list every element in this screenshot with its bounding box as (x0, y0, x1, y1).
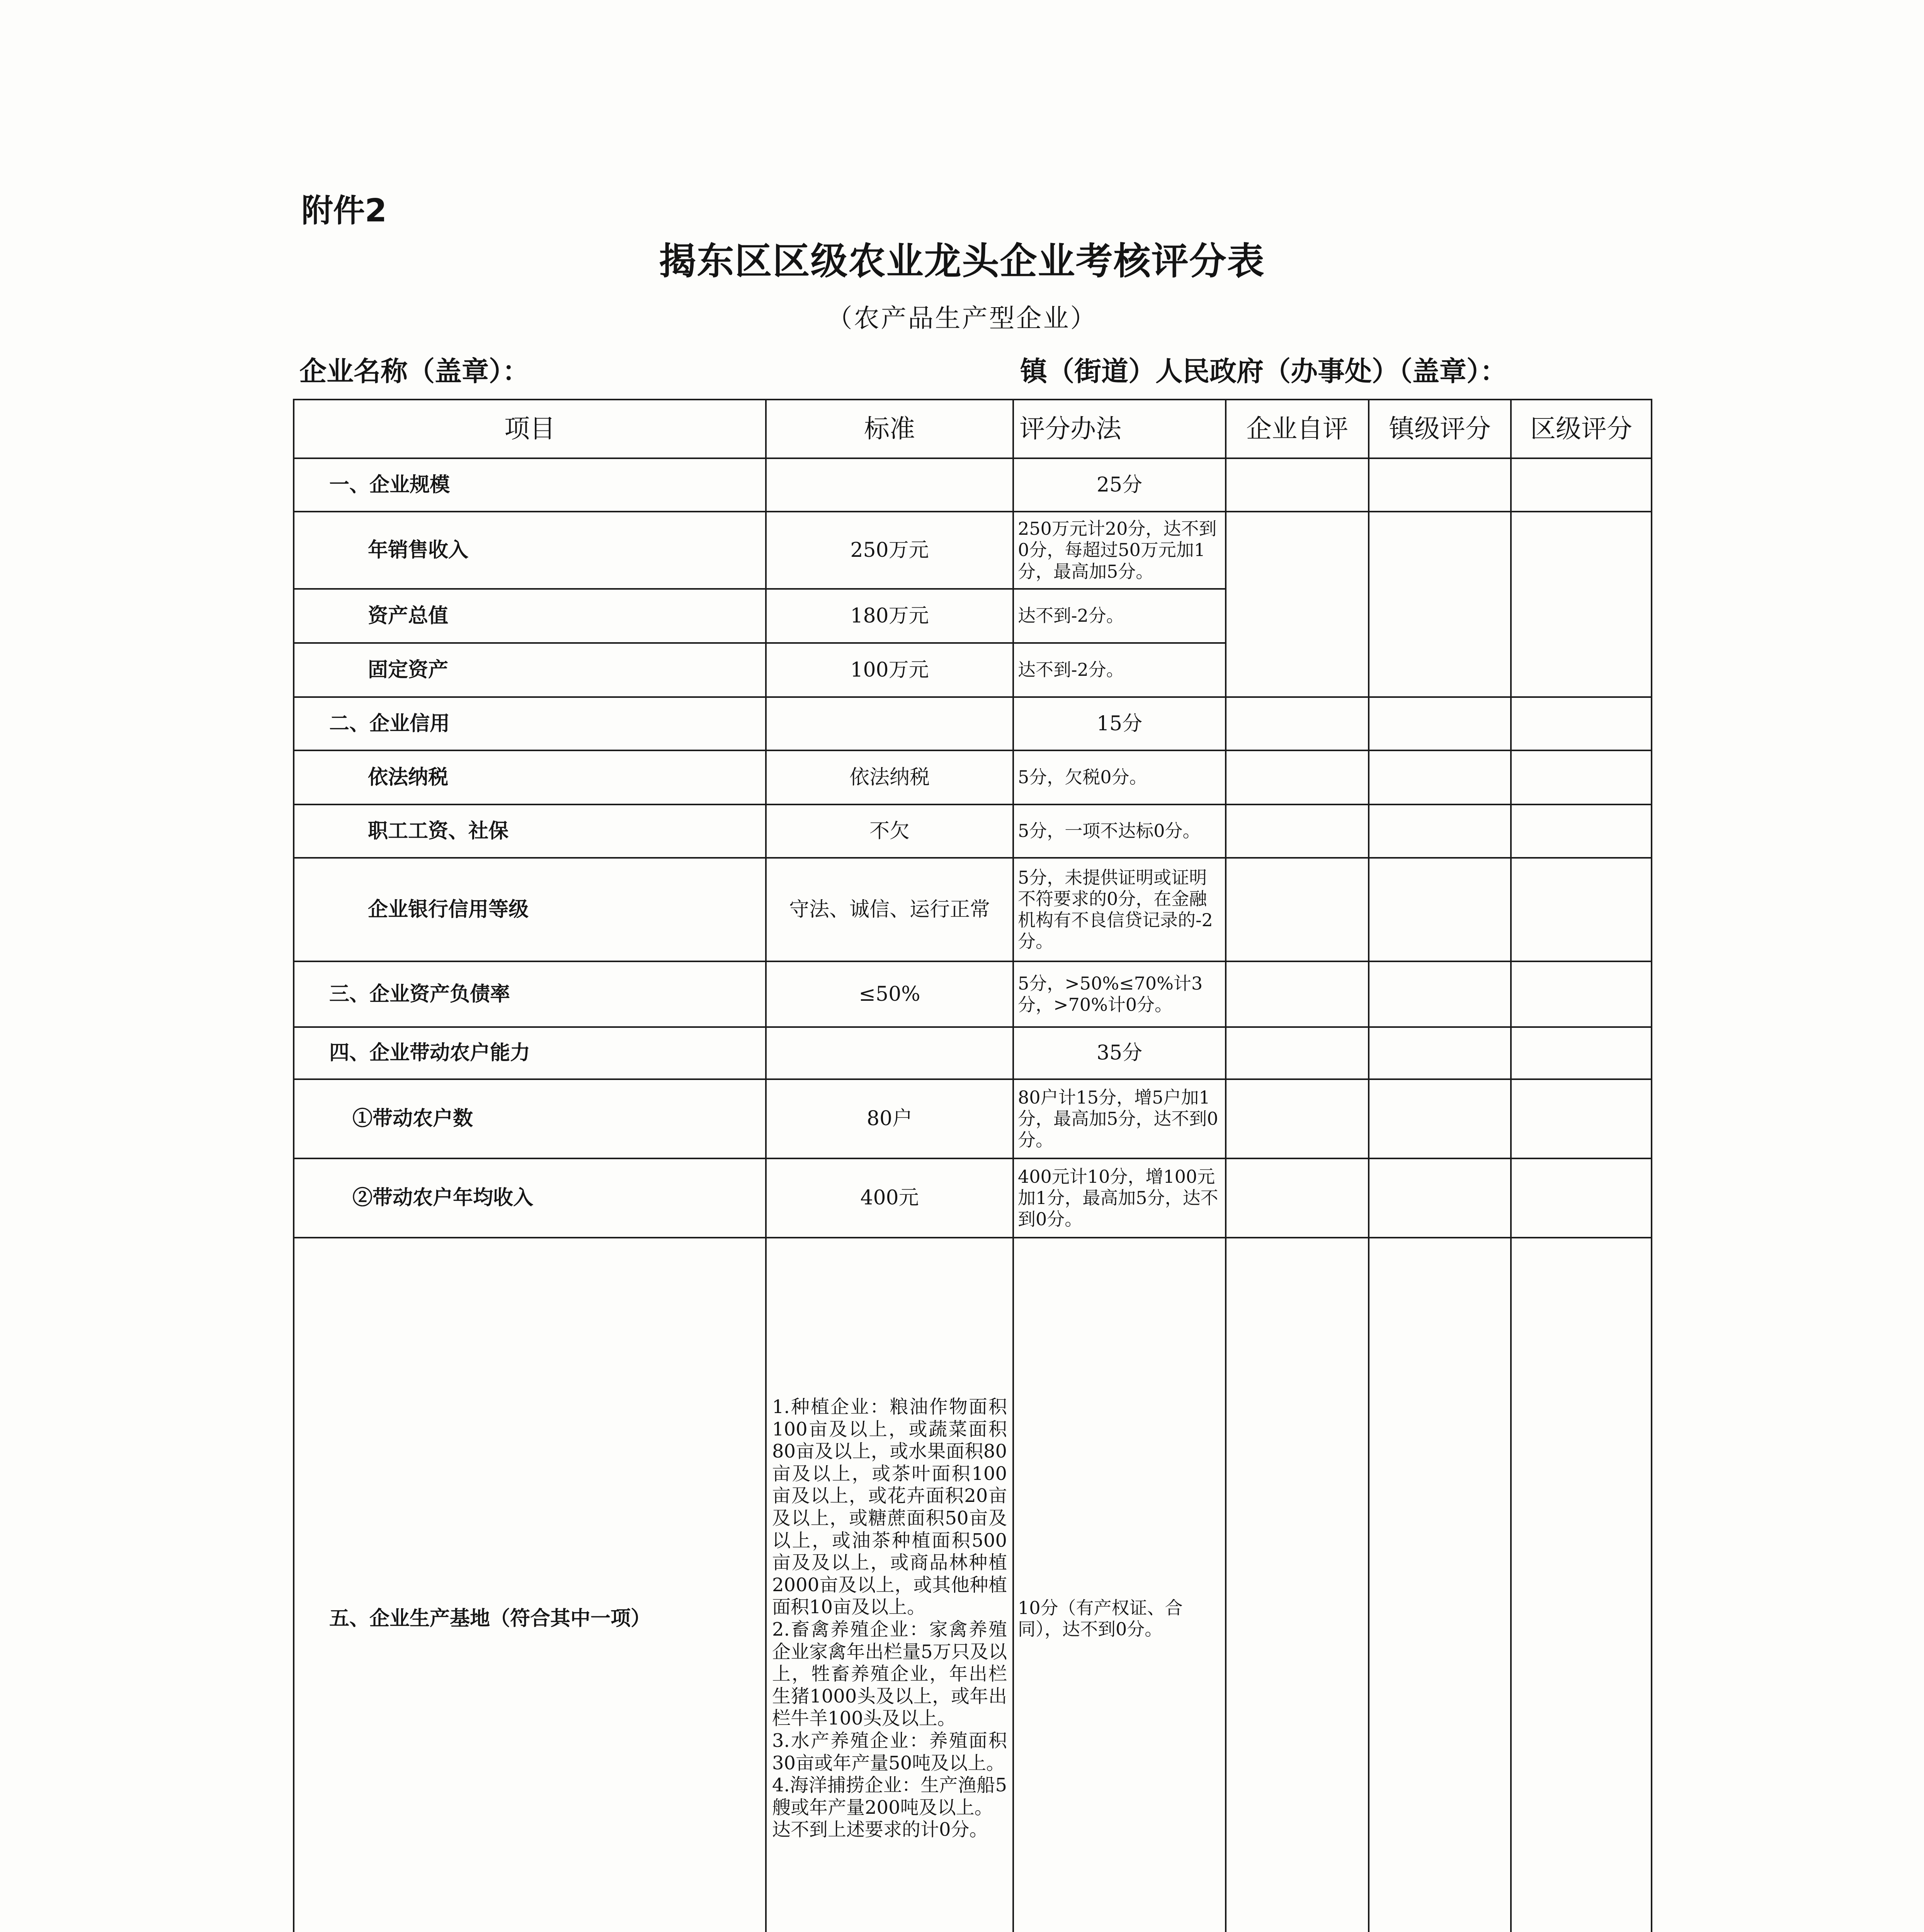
self-score-cell (1226, 961, 1369, 1027)
town-score-cell (1369, 458, 1511, 512)
section-title: 一、企业规模 (294, 458, 766, 512)
town-score-cell (1369, 1158, 1511, 1238)
table-row (294, 750, 1652, 804)
district-score-cell (1511, 1158, 1652, 1238)
method-cell: 250万元计20分，达不到0分，每超过50万元加1分，最高加5分。 (1013, 512, 1226, 589)
self-score-cell (1226, 1158, 1369, 1238)
self-score-cell (1226, 750, 1369, 804)
town-score-cell (1369, 804, 1511, 858)
item-name: ①带动农户数 (294, 1079, 766, 1158)
item-name: 依法纳税 (294, 750, 766, 804)
standard-cell (766, 1027, 1013, 1079)
section-score: 35分 (1013, 1027, 1226, 1079)
standard-cell: 守法、诚信、运行正常 (766, 858, 1013, 961)
company-name-label: 企业名称（盖章）： (299, 355, 529, 387)
standard-cell: 100万元 (766, 643, 1013, 697)
page-subtitle: （农产品生产型企业） (827, 303, 1097, 333)
attachment-label: 附件2 (301, 192, 387, 229)
page-title: 揭东区区级农业龙头企业考核评分表 (659, 239, 1265, 283)
table-row (294, 858, 1652, 961)
self-score-cell (1226, 804, 1369, 858)
method-cell: 5分，一项不达标0分。 (1013, 804, 1226, 858)
self-score-cell (1226, 697, 1369, 750)
district-score-cell (1511, 458, 1652, 512)
town-government-label: 镇（街道）人民政府（办事处）（盖章）： (1020, 355, 1507, 387)
column-header-method: 评分办法 (1013, 400, 1226, 458)
section-title: 二、企业信用 (294, 697, 766, 750)
district-score-cell (1511, 858, 1652, 961)
column-header-self-assessment: 企业自评 (1226, 400, 1369, 458)
method-cell: 10分（有产权证、合同），达不到0分。 (1013, 1238, 1226, 1932)
table-header-row (294, 400, 1652, 458)
table-row (294, 458, 1652, 512)
district-score-cell (1511, 697, 1652, 750)
item-name: 年销售收入 (294, 512, 766, 589)
scoring-table (293, 399, 1652, 1932)
town-score-cell (1369, 512, 1511, 697)
self-score-cell (1226, 458, 1369, 512)
section-score: 25分 (1013, 458, 1226, 512)
item-name: ②带动农户年均收入 (294, 1158, 766, 1238)
town-score-cell (1369, 697, 1511, 750)
table-row (294, 1158, 1652, 1238)
town-score-cell (1369, 1238, 1511, 1932)
district-score-cell (1511, 512, 1652, 697)
self-score-cell (1226, 1027, 1369, 1079)
item-name: 固定资产 (294, 643, 766, 697)
method-cell: 5分，未提供证明或证明不符要求的0分，在金融机构有不良信贷记录的-2分。 (1013, 858, 1226, 961)
table-row (294, 1079, 1652, 1158)
standard-cell (766, 697, 1013, 750)
district-score-cell (1511, 961, 1652, 1027)
standard-cell: ≤50% (766, 961, 1013, 1027)
district-score-cell (1511, 1027, 1652, 1079)
table-row (294, 512, 1652, 589)
town-score-cell (1369, 858, 1511, 961)
standard-cell: 依法纳税 (766, 750, 1013, 804)
table-row (294, 697, 1652, 750)
self-score-cell (1226, 1238, 1369, 1932)
town-score-cell (1369, 1079, 1511, 1158)
standard-cell: 不欠 (766, 804, 1013, 858)
district-score-cell (1511, 804, 1652, 858)
column-header-town-score: 镇级评分 (1369, 400, 1511, 458)
town-score-cell (1369, 750, 1511, 804)
table-row (294, 961, 1652, 1027)
section-title: 三、企业资产负债率 (294, 961, 766, 1027)
column-header-district-score: 区级评分 (1511, 400, 1652, 458)
standard-cell: 180万元 (766, 589, 1013, 643)
method-cell: 400元计10分，增100元加1分，最高加5分，达不到0分。 (1013, 1158, 1226, 1238)
section-title: 四、企业带动农户能力 (294, 1027, 766, 1079)
column-header-item: 项目 (294, 400, 766, 458)
self-score-cell (1226, 858, 1369, 961)
standard-cell: 250万元 (766, 512, 1013, 589)
self-score-cell (1226, 512, 1369, 697)
section-title: 五、企业生产基地（符合其中一项） (294, 1238, 766, 1932)
method-cell: 80户计15分，增5户加1分，最高加5分，达不到0分。 (1013, 1079, 1226, 1158)
district-score-cell (1511, 750, 1652, 804)
method-cell: 达不到-2分。 (1013, 589, 1226, 643)
method-cell: 5分，>50%≤70%计3分，>70%计0分。 (1013, 961, 1226, 1027)
method-cell: 5分，欠税0分。 (1013, 750, 1226, 804)
item-name: 职工工资、社保 (294, 804, 766, 858)
table-row (294, 1027, 1652, 1079)
standard-cell: 1.种植企业：粮油作物面积100亩及以上，或蔬菜面积80亩及以上，或水果面积80亩及以上，或茶叶面积100亩及以上，或花卉面积20亩及以上，或糖蔗面积50亩及以上，或油茶种植面积500亩及及以上，或商品林种植2000亩及以上，或其他种植面积10亩及以上。 2.畜禽养殖企业：家禽养殖企业家禽年出栏量5万只及以上，牲畜养殖企业，年出栏生猪1000头及以上，或年出栏牛羊100头及以上。 3.水产养殖企业：养殖面积30亩或年产量50吨及以上。 4.海洋捕捞企业：生产渔船5艘或年产量200吨及以上。 达不到上述要求的计0分。 (766, 1238, 1013, 1932)
district-score-cell (1511, 1238, 1652, 1932)
item-name: 资产总值 (294, 589, 766, 643)
standard-cell: 80户 (766, 1079, 1013, 1158)
item-name: 企业银行信用等级 (294, 858, 766, 961)
district-score-cell (1511, 1079, 1652, 1158)
table-row (294, 1238, 1652, 1932)
method-cell: 达不到-2分。 (1013, 643, 1226, 697)
standard-cell (766, 458, 1013, 512)
self-score-cell (1226, 1079, 1369, 1158)
column-header-standard: 标准 (766, 400, 1013, 458)
town-score-cell (1369, 961, 1511, 1027)
standard-cell: 400元 (766, 1158, 1013, 1238)
table-row (294, 804, 1652, 858)
town-score-cell (1369, 1027, 1511, 1079)
section-score: 15分 (1013, 697, 1226, 750)
